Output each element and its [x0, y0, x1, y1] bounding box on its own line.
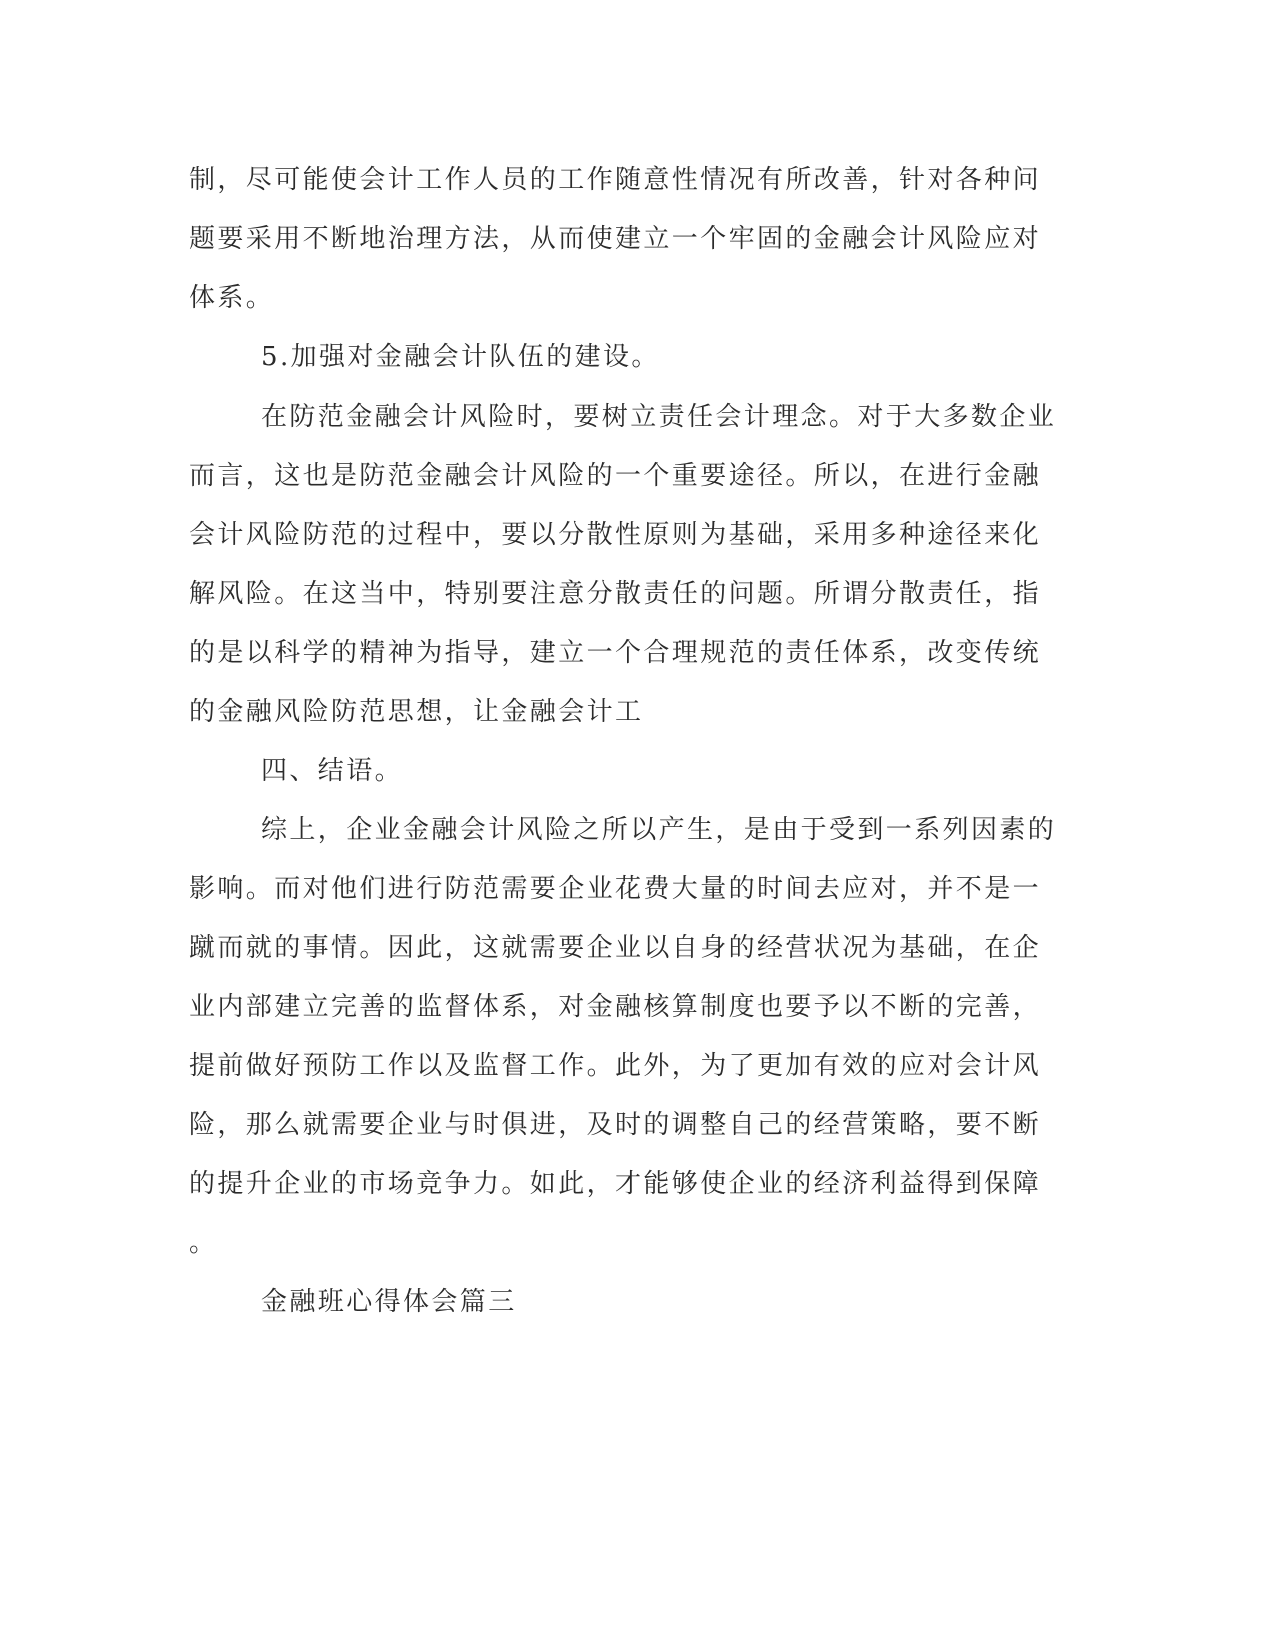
- paragraph-line-6: 而言，这也是防范金融会计风险的一个重要途径。所以，在进行金融: [189, 461, 1042, 491]
- paragraph-line-16: 提前做好预防工作以及监督工作。此外，为了更加有效的应对会计风: [189, 1051, 1042, 1081]
- paragraph-line-9: 的是以科学的精神为指导，建立一个合理规范的责任体系，改变传统: [189, 638, 1042, 668]
- paragraph-line-15: 业内部建立完善的监督体系，对金融核算制度也要予以不断的完善，: [189, 992, 1042, 1022]
- section-heading-5: 5.加强对金融会计队伍的建设。: [261, 342, 660, 372]
- section-heading-conclusion: 四、结语。: [261, 756, 404, 786]
- paragraph-line-10: 的金融风险防范思想，让金融会计工: [189, 697, 644, 727]
- paragraph-line-8: 解风险。在这当中，特别要注意分散责任的问题。所谓分散责任，指: [189, 579, 1042, 609]
- paragraph-line-1: 制，尽可能使会计工作人员的工作随意性情况有所改善，针对各种问: [189, 165, 1042, 195]
- paragraph-line-12: 综上，企业金融会计风险之所以产生，是由于受到一系列因素的: [261, 815, 1057, 845]
- paragraph-line-13: 影响。而对他们进行防范需要企业花费大量的时间去应对，并不是一: [189, 874, 1042, 904]
- paragraph-line-3: 体系。: [189, 283, 275, 313]
- paragraph-line-2: 题要采用不断地治理方法，从而使建立一个牢固的金融会计风险应对: [189, 224, 1042, 254]
- paragraph-line-5: 在防范金融会计风险时，要树立责任会计理念。对于大多数企业: [261, 402, 1057, 432]
- paragraph-line-17: 险，那么就需要企业与时俱进，及时的调整自己的经营策略，要不断: [189, 1110, 1042, 1140]
- paragraph-line-7: 会计风险防范的过程中，要以分散性原则为基础，采用多种途径来化: [189, 520, 1042, 550]
- paragraph-line-18: 的提升企业的市场竞争力。如此，才能够使企业的经济利益得到保障: [189, 1169, 1042, 1199]
- section-title-part-three: 金融班心得体会篇三: [261, 1287, 517, 1317]
- paragraph-line-14: 蹴而就的事情。因此，这就需要企业以自身的经营状况为基础，在企: [189, 933, 1042, 963]
- paragraph-line-19: 。: [189, 1228, 216, 1258]
